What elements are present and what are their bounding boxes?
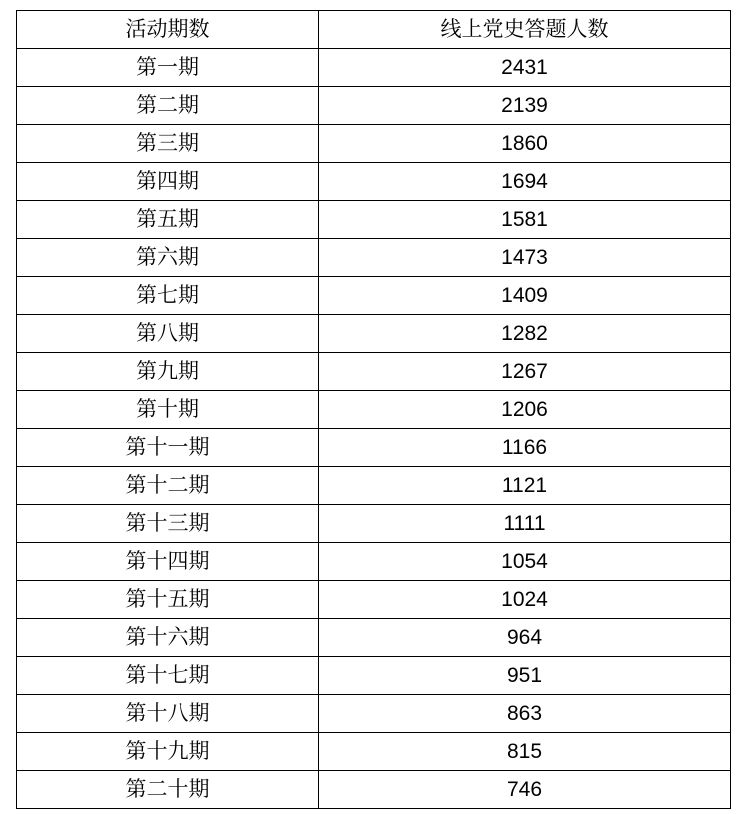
cell-period: 第一期 — [17, 49, 319, 87]
cell-count: 1581 — [319, 201, 731, 239]
table-row — [17, 163, 731, 201]
table-row — [17, 733, 731, 771]
cell-count: 1860 — [319, 125, 731, 163]
cell-count: 1111 — [319, 505, 731, 543]
table-row — [17, 695, 731, 733]
cell-count: 951 — [319, 657, 731, 695]
cell-period: 第十九期 — [17, 733, 319, 771]
cell-count: 2431 — [319, 49, 731, 87]
cell-count: 1473 — [319, 239, 731, 277]
cell-count: 1206 — [319, 391, 731, 429]
cell-period: 第三期 — [17, 125, 319, 163]
table-row — [17, 771, 731, 809]
cell-count: 1282 — [319, 315, 731, 353]
cell-count: 1409 — [319, 277, 731, 315]
cell-period: 第十四期 — [17, 543, 319, 581]
table-row — [17, 505, 731, 543]
cell-period: 第八期 — [17, 315, 319, 353]
cell-count: 1694 — [319, 163, 731, 201]
cell-count: 1267 — [319, 353, 731, 391]
cell-count: 746 — [319, 771, 731, 809]
table-row — [17, 657, 731, 695]
table-row — [17, 391, 731, 429]
table-header-row — [17, 11, 731, 49]
table-row — [17, 467, 731, 505]
table-row — [17, 49, 731, 87]
cell-period: 第二期 — [17, 87, 319, 125]
table-row — [17, 619, 731, 657]
table-row — [17, 543, 731, 581]
cell-period: 第十八期 — [17, 695, 319, 733]
cell-period: 第四期 — [17, 163, 319, 201]
table-row — [17, 87, 731, 125]
table-row — [17, 353, 731, 391]
table-row — [17, 239, 731, 277]
cell-count: 1054 — [319, 543, 731, 581]
table-row — [17, 201, 731, 239]
cell-period: 第十三期 — [17, 505, 319, 543]
cell-period: 第十六期 — [17, 619, 319, 657]
table-row — [17, 429, 731, 467]
cell-period: 第二十期 — [17, 771, 319, 809]
cell-count: 1121 — [319, 467, 731, 505]
cell-period: 第九期 — [17, 353, 319, 391]
cell-count: 1166 — [319, 429, 731, 467]
cell-period: 第七期 — [17, 277, 319, 315]
table-row — [17, 125, 731, 163]
cell-period: 第六期 — [17, 239, 319, 277]
table-row — [17, 581, 731, 619]
column-header-period: 活动期数 — [17, 11, 319, 49]
cell-period: 第十期 — [17, 391, 319, 429]
cell-period: 第十七期 — [17, 657, 319, 695]
table-row — [17, 277, 731, 315]
cell-period: 第五期 — [17, 201, 319, 239]
cell-count: 863 — [319, 695, 731, 733]
cell-count: 1024 — [319, 581, 731, 619]
data-table — [16, 10, 731, 809]
cell-period: 第十五期 — [17, 581, 319, 619]
table-row — [17, 315, 731, 353]
cell-count: 964 — [319, 619, 731, 657]
cell-period: 第十二期 — [17, 467, 319, 505]
cell-count: 2139 — [319, 87, 731, 125]
cell-period: 第十一期 — [17, 429, 319, 467]
cell-count: 815 — [319, 733, 731, 771]
column-header-count: 线上党史答题人数 — [319, 11, 731, 49]
